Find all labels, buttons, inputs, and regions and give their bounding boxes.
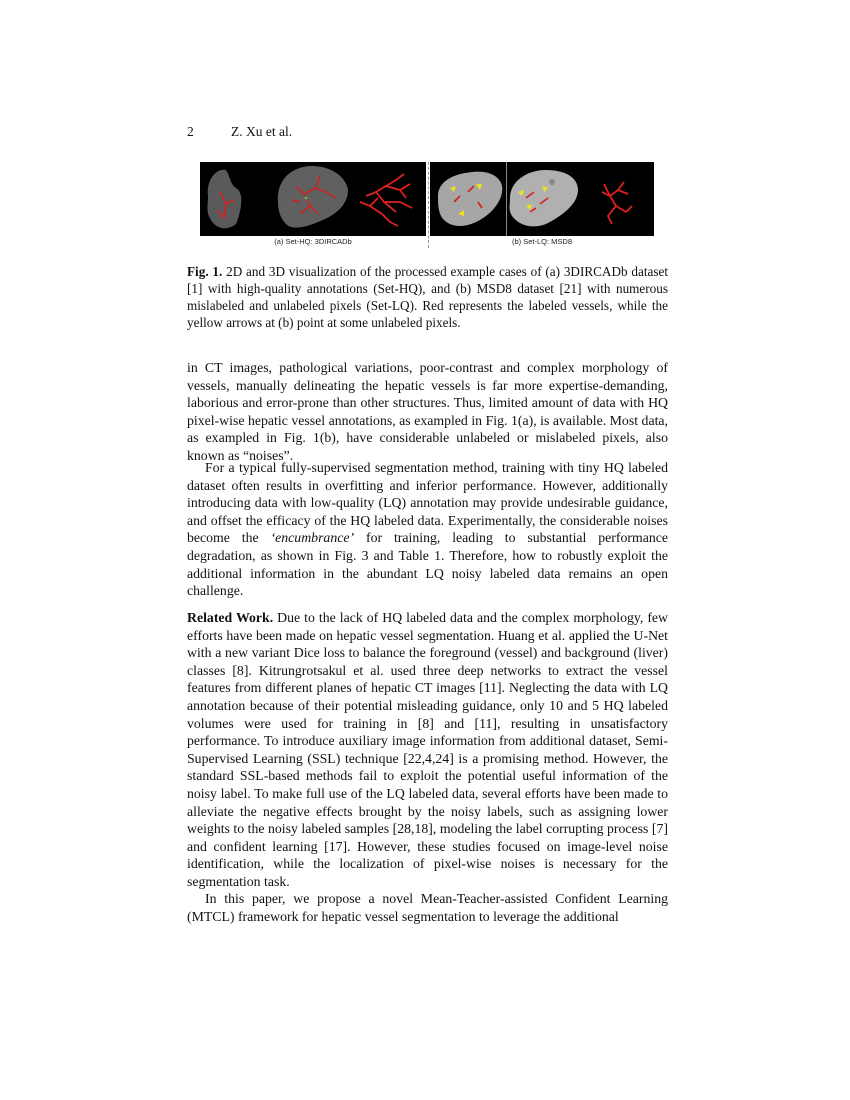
caption-label: Fig. 1. (187, 264, 223, 279)
subfig-separator (428, 162, 429, 248)
subfig-b-image (430, 162, 654, 236)
figure-caption (187, 263, 668, 331)
paragraph-1: in CT images, pathological variations, poor-contrast and complex morphology of vessels, manually delineating the hepatic vessels is far more expertise-demanding, laborious and error-prone than other structures. Thus, limited amount of data with HQ pixel-wise hepatic vessel annotations, as exampled in Fig. 1(a), is available. Most data, as exampled in Fig. 1(b), have considerable unlabeled or mislabeled pixels, also known as “noises”. (187, 360, 668, 463)
related-work-text: Due to the lack of HQ labeled data and the complex morphology, few efforts have been made on hepatic vessel segmentation. Huang et al. applied the U-Net with a new variant Dice loss to balance the foreground (vessel) and background (liver) classes [8]. Kitrungrotsakul et al. used three deep networks to extract the vessel features from different planes of hepatic CT images [11]. Neglecting the data with LQ annotation because of their potential misleading guidance, only 10 and 5 HQ labeled volumes were used for training in [8] and [11], resulting in unsatisfactory performance. To introduce auxiliary image information from additional dataset, Semi-Supervised Learning (SSL) technique [22,4,24] is a promising method. However, the standard SSL-based methods fail to exploit the potential useful information of the noisy label. To make full use of the LQ labeled data, several efforts have been made to alleviate the negative effects brought by the noisy labels, such as assigning lower weights to the noisy labeled samples [28,18], modeling the label corrupting process [7] and confident learning [17]. However, these studies focused on image-level noise identification, while the localization of pixel-wise noises is necessary for the segmentation task. (187, 610, 669, 889)
running-header (187, 124, 292, 140)
related-work-heading: Related Work. (187, 610, 274, 625)
paragraph-2-emphasis: ‘encumbrance’ (270, 530, 355, 546)
page-number: 2 (187, 124, 194, 139)
paragraph-2-text-b: for training, leading to substantial performance degradation, as shown in Fig. 3 and Table 1. Therefore, how to robustly exploit the additional information in the abundant LQ noisy labeled data remains an open challenge. (187, 530, 668, 599)
subfig-b-label: (b) Set-LQ: MSD8 (511, 237, 572, 246)
caption-text: 2D and 3D visualization of the processed example cases of (a) 3DIRCADb dataset [1] with high-quality annotations (Set-HQ), and (b) MSD8 dataset [21] with numerous mislabeled and unlabeled pixels (Set-LQ). Red represents the labeled vessels, while the yellow arrows at (b) point at some unlabeled pixels. (187, 264, 668, 330)
paragraph-2 (187, 459, 668, 600)
paragraph-related-work (187, 609, 668, 891)
paragraph-4: In this paper, we propose a novel Mean-Teacher-assisted Confident Learning (MTCL) framework for hepatic vessel segmentation to leverage the additional (187, 891, 668, 924)
paragraph-2-text-a: For a typical fully-supervised segmentation method, training with tiny HQ labeled dataset often results in overfitting and inferior performance. However, additionally introducing data with low-quality (LQ) annotation may provide undesirable guidance, and offset the efficacy of the HQ labeled data. Experimentally, the considerable noises become the (187, 460, 668, 546)
subfig-a-label: (a) Set-HQ: 3DIRCADb (274, 237, 352, 246)
running-authors: Z. Xu et al. (231, 124, 293, 139)
figure-1 (200, 162, 654, 250)
subfig-a-image (200, 162, 426, 236)
lq-liver-visualization (430, 162, 654, 236)
hq-liver-visualization (200, 162, 426, 236)
